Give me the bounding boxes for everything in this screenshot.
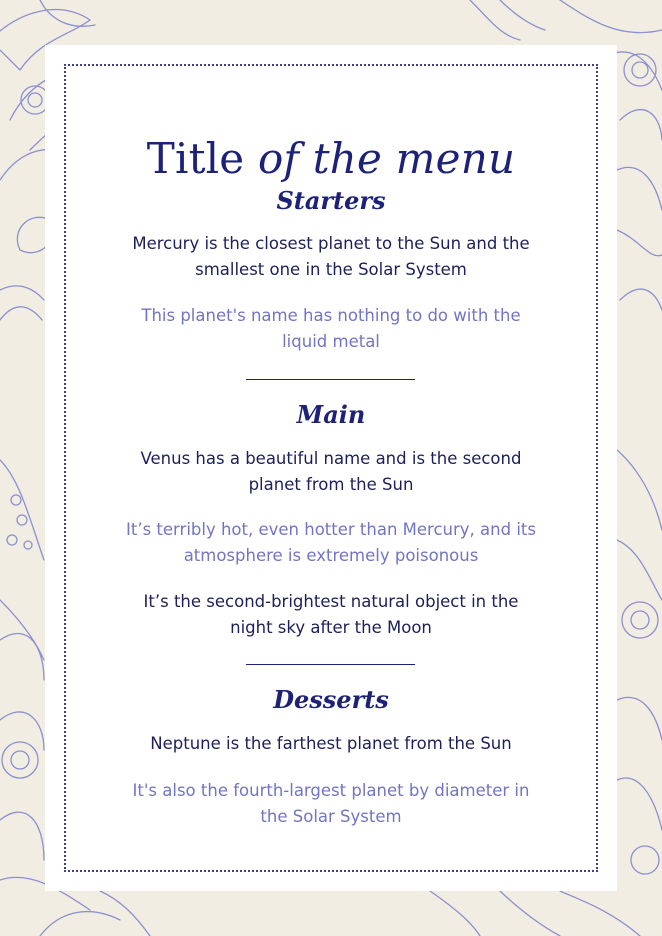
desserts-description-1: Neptune is the farthest planet from the Sun (150, 734, 512, 753)
menu-card (45, 45, 617, 891)
desserts-description-2: It's also the fourth-largest planet by diameter in the Solar System (132, 781, 530, 826)
starters-description-1: Mercury is the closest planet to the Sun and the smallest one in the Solar System (132, 234, 530, 279)
section-heading-main: Main (296, 400, 366, 429)
main-description-3: It’s the second-brightest natural object in the night sky after the Moon (143, 592, 519, 637)
section-heading-desserts: Desserts (273, 685, 389, 714)
menu-title (45, 133, 617, 185)
starters-description-2: This planet's name has nothing to do with the liquid metal (141, 306, 521, 351)
section-divider-2 (246, 664, 415, 665)
floral-left-middle (0, 460, 44, 660)
section-heading-starters: Starters (276, 186, 386, 215)
main-description-2: It’s terribly hot, even hotter than Mercury, and its atmosphere is extremely poisonous (126, 520, 536, 565)
section-divider-1 (246, 379, 415, 380)
menu-title-main: Title (146, 134, 245, 183)
menu-title-italic: of the menu (257, 134, 516, 183)
main-description-1: Venus has a beautiful name and is the second planet from the Sun (140, 449, 522, 494)
